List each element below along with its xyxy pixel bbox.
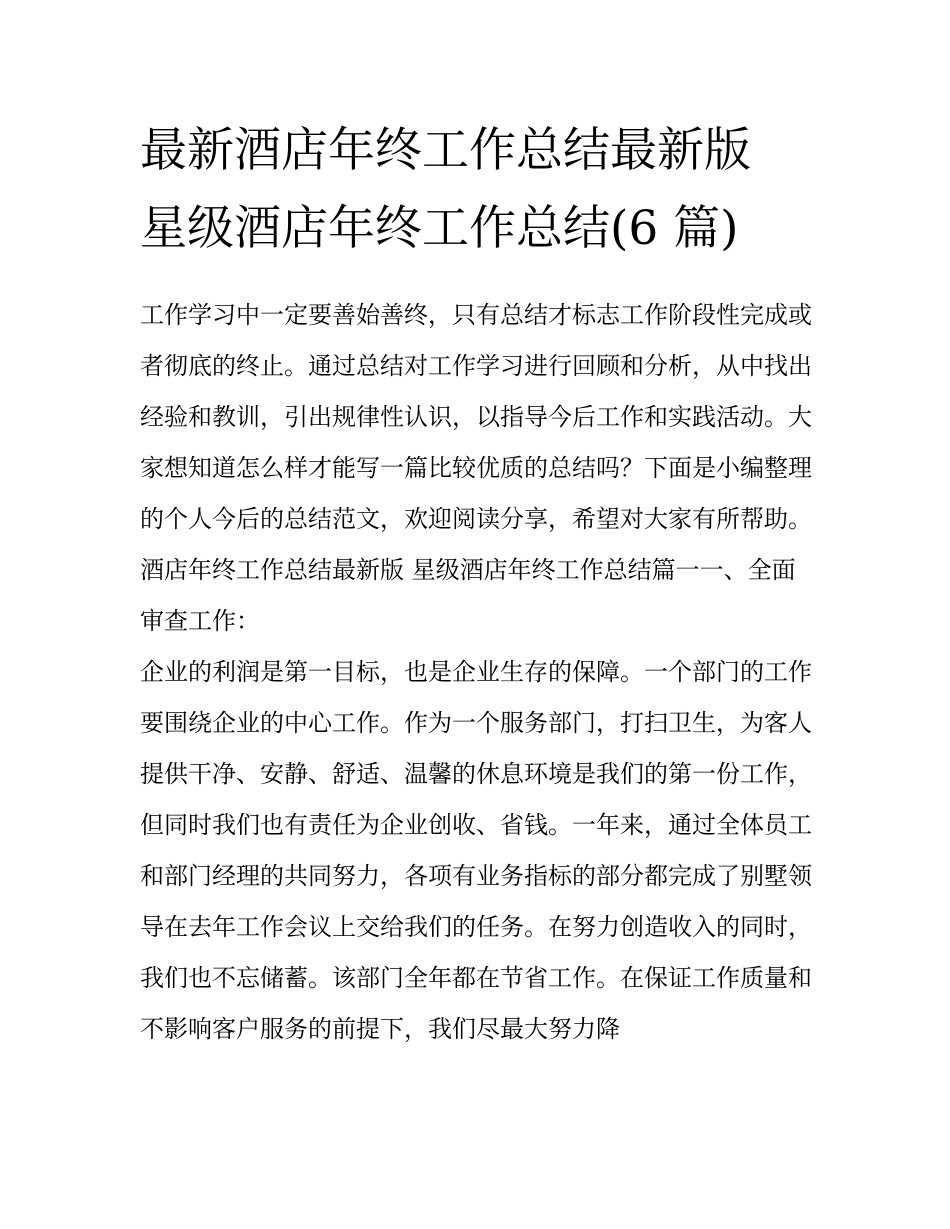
intro-paragraph: 工作学习中一定要善始善终，只有总结才标志工作阶段性完成或者彻底的终止。通过总结对工作学习进行回顾和分析，从中找出经验和教训，引出规律性认识，以指导今后工作和实践活动。大家想知道怎么样才能写一篇比较优质的总结吗？下面是小编整理的个人今后的总结范文，欢迎阅读分享，希望对大家有所帮助。 xyxy=(140,301,812,533)
document-content xyxy=(140,112,812,1055)
title-line-1: 最新酒店年终工作总结最新版 xyxy=(140,123,751,178)
section-heading: 酒店年终工作总结最新版 星级酒店年终工作总结篇一一、全面审查工作： xyxy=(140,556,796,635)
document-title xyxy=(140,112,812,268)
body-paragraph: 企业的利润是第一目标，也是企业生存的保障。一个部门的工作要围绕企业的中心工作。作为一个服务部门，打扫卫生，为客人提供干净、安静、舒适、温馨的休息环境是我们的第一份工作，但同时我们也有责任为企业创收、省钱。一年来，通过全体员工和部门经理的共同努力，各项有业务指标的部分都完成了别墅领导在去年工作会议上交给我们的任务。在努力创造收入的同时，我们也不忘储蓄。该部门全年都在节省工作。在保证工作质量和不影响客户服务的前提下，我们尽最大努力降 xyxy=(140,658,812,1043)
title-line-2: 星级酒店年终工作总结(6 篇) xyxy=(140,201,739,256)
